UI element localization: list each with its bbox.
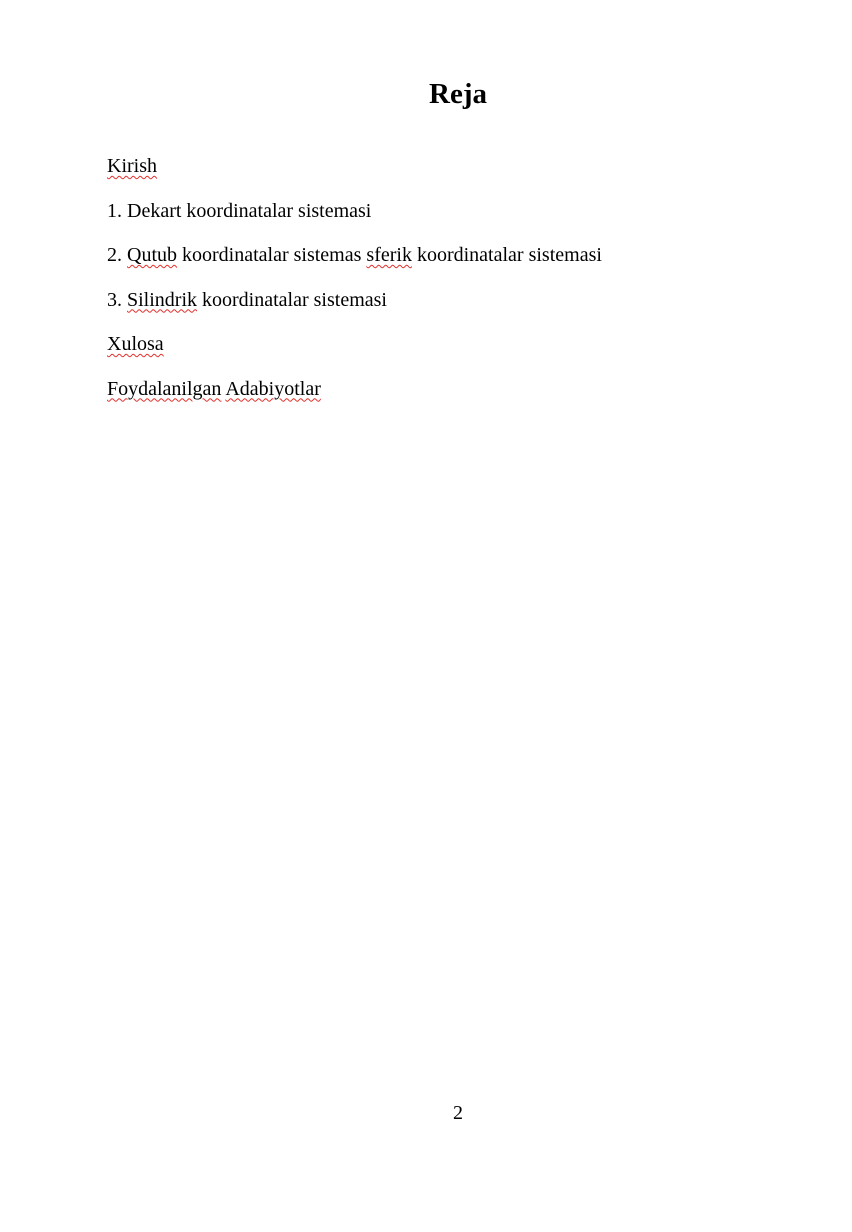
toc-item-flagged-word: Silindrik <box>127 288 198 311</box>
toc-item-text: Xulosa <box>107 333 164 355</box>
toc-item-adabiyotlar <box>107 376 807 402</box>
toc-item-text: koordinatalar sistemasi <box>411 244 602 266</box>
toc-item-text: 2. <box>107 244 127 266</box>
toc-item-silindrik <box>107 287 807 313</box>
toc-item-flagged-word: Qutub <box>127 244 177 266</box>
toc-item-flagged-word: Foydalanilgan <box>107 377 222 400</box>
toc-item-kirish <box>107 153 807 179</box>
document-title: Reja <box>429 78 487 110</box>
toc-item-text: koordinatalar sistemasi <box>197 288 387 311</box>
toc-item-text: koordinatalar sistemas <box>177 244 367 266</box>
toc-item-dekart <box>107 198 807 224</box>
toc-item-flagged-word: sferik <box>366 244 412 266</box>
toc-item-flagged-word: Adabiyotlar <box>225 377 321 400</box>
toc-item-qutub <box>107 242 807 268</box>
toc-item-text: 1. Dekart koordinatalar sistemasi <box>107 199 372 222</box>
toc-item-text: 3. <box>107 288 127 311</box>
table-of-contents <box>107 153 807 420</box>
page-number: 2 <box>453 1102 463 1124</box>
toc-item-text: Kirish <box>107 155 157 177</box>
toc-item-xulosa <box>107 331 807 357</box>
